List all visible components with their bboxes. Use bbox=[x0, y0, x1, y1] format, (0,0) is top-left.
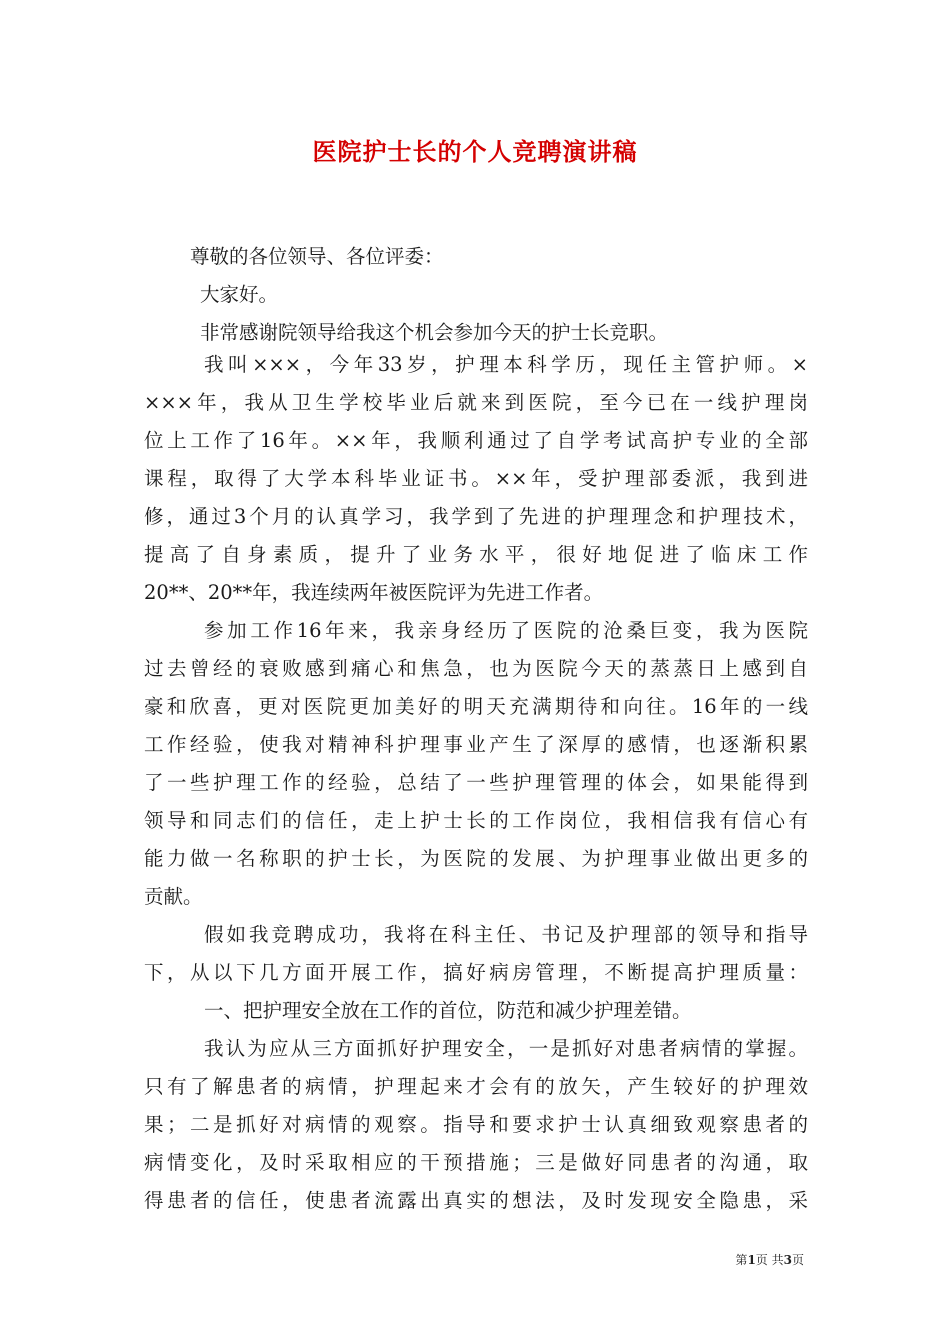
body-line: 假如我竞聘成功，我将在科主任、书记及护理部的领导和指导 bbox=[204, 923, 808, 946]
body-line: 果；二是抓好对病情的观察。指导和要求护士认真细致观察患者的 bbox=[144, 1113, 808, 1136]
body-line: 提高了自身素质，提升了业务水平，很好地促进了临床工作 bbox=[144, 543, 808, 566]
body-line: 得患者的信任，使患者流露出真实的想法，及时发现安全隐患，采 bbox=[144, 1189, 808, 1212]
body-line: 工作经验，使我对精神科护理事业产生了深厚的感情，也逐渐积累 bbox=[144, 733, 808, 756]
body-line: 能力做一名称职的护士长，为医院的发展、为护理事业做出更多的 bbox=[144, 847, 808, 870]
body-line: 领导和同志们的信任，走上护士长的工作岗位，我相信我有信心有 bbox=[144, 809, 808, 832]
greeting-line: 大家好。 bbox=[200, 283, 279, 306]
body-line: ×××年，我从卫生学校毕业后就来到医院，至今已在一线护理岗 bbox=[144, 391, 808, 414]
body-line: 贡献。 bbox=[144, 885, 203, 908]
body-line: 了一些护理工作的经验，总结了一些护理管理的体会，如果能得到 bbox=[144, 771, 808, 794]
footer-middle: 页 共 bbox=[755, 1253, 784, 1267]
footer-prefix: 第 bbox=[735, 1253, 748, 1267]
page-footer bbox=[735, 1251, 804, 1268]
body-line: 下，从以下几方面开展工作，搞好病房管理，不断提高护理质量： bbox=[144, 961, 808, 984]
body-line: 豪和欣喜，更对医院更加美好的明天充满期待和向往。16年的一线 bbox=[144, 695, 808, 718]
body-line: 20**、20**年，我连续两年被医院评为先进工作者。 bbox=[144, 581, 604, 604]
footer-current-page: 1 bbox=[747, 1253, 756, 1267]
body-line: 位上工作了16年。××年，我顺利通过了自学考试高护专业的全部 bbox=[144, 429, 808, 452]
footer-suffix: 页 bbox=[791, 1253, 804, 1267]
body-line: 过去曾经的衰败感到痛心和焦急，也为医院今天的蒸蒸日上感到自 bbox=[144, 657, 808, 680]
section-heading: 一、把护理安全放在工作的首位，防范和减少护理差错。 bbox=[204, 999, 692, 1022]
body-line: 我叫×××，今年33岁，护理本科学历，现任主管护师。× bbox=[204, 353, 808, 376]
body-line: 参加工作16年来，我亲身经历了医院的沧桑巨变，我为医院 bbox=[204, 619, 808, 642]
footer-total-pages: 3 bbox=[783, 1253, 792, 1267]
document-title: 医院护士长的个人竞聘演讲稿 bbox=[312, 137, 638, 166]
salutation-line: 尊敬的各位领导、各位评委： bbox=[190, 245, 444, 268]
body-line: 非常感谢院领导给我这个机会参加今天的护士长竞职。 bbox=[200, 321, 669, 344]
body-line: 我认为应从三方面抓好护理安全，一是抓好对患者病情的掌握。 bbox=[204, 1037, 808, 1060]
body-line: 只有了解患者的病情，护理起来才会有的放矢，产生较好的护理效 bbox=[144, 1075, 808, 1098]
body-line: 课程，取得了大学本科毕业证书。××年，受护理部委派，我到进 bbox=[144, 467, 808, 490]
body-line: 病情变化，及时采取相应的干预措施；三是做好同患者的沟通，取 bbox=[144, 1151, 808, 1174]
body-line: 修，通过3个月的认真学习，我学到了先进的护理理念和护理技术， bbox=[144, 505, 808, 528]
